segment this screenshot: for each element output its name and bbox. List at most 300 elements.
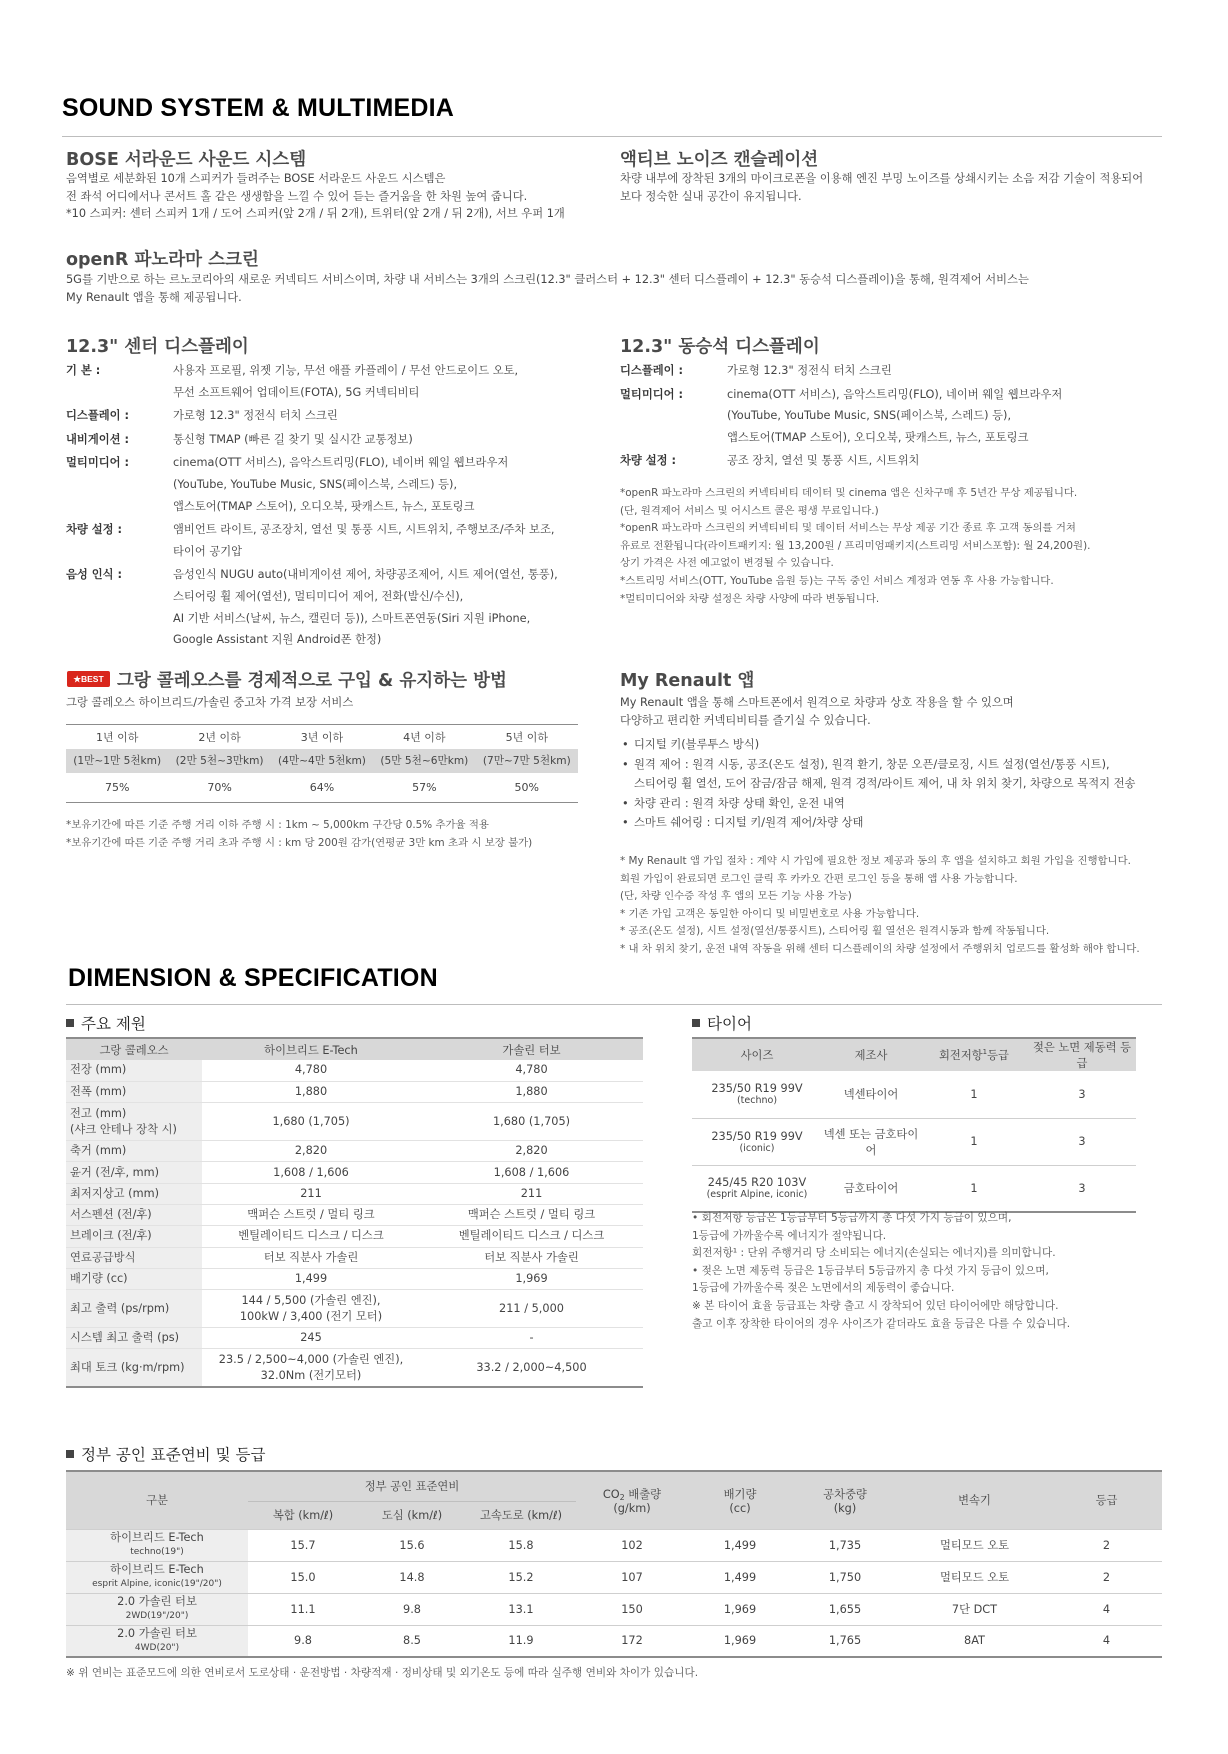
page-title: SOUND SYSTEM & MULTIMEDIA (62, 94, 455, 122)
spec-row-label (66, 1247, 202, 1268)
spec-gasoline-value (420, 1328, 643, 1349)
tire-header-cell: 젖은 노면 제동력 등급 (1032, 1041, 1132, 1070)
fuel-footnote (66, 1665, 698, 1683)
bose-title: BOSE 서라운드 사운드 시스템 (66, 150, 307, 170)
fuel-cell-c: 11.1 (290, 1602, 316, 1616)
cell-line: 축거 (mm) (70, 1144, 127, 1158)
spec-row (66, 1290, 643, 1328)
co2-label (576, 1486, 688, 1502)
price-guarantee-cell: 75% (104, 780, 130, 794)
cell-line: 맥퍼슨 스트럿 / 멀티 링크 (247, 1208, 375, 1222)
spec-row (66, 1349, 643, 1387)
cell-line: (kg) (833, 1501, 857, 1515)
fuel-header-displacement (688, 1471, 792, 1529)
spec-gasoline-value (420, 1141, 643, 1162)
spec-row-label (66, 1349, 202, 1387)
fuel-header-row (66, 1471, 1162, 1501)
spec-row-label (66, 1290, 202, 1328)
tire-table (692, 1037, 1136, 1213)
fuel-header-co2 (576, 1471, 688, 1529)
spec-hybrid-value (202, 1060, 420, 1081)
tire-rolling-grade: 1 (970, 1135, 978, 1148)
cell-line: 최대 토크 (kg·m/rpm) (70, 1360, 185, 1374)
tire-header-text: 등급 (987, 1049, 1009, 1062)
spec-gasoline-value (420, 1060, 643, 1081)
cell-line: 1,969 (515, 1272, 548, 1286)
tire-maker: 금호타이어 (843, 1182, 899, 1196)
feature-bullet-line (620, 755, 1135, 775)
spec-value-line: cinema(OTT 서비스), 음악스트리밍(FLO), 네이버 웨일 웹브라우저 (173, 456, 509, 470)
fuel-cell-c: 15.0 (290, 1570, 316, 1584)
spec-hybrid-value (202, 1290, 420, 1328)
fuel-cell-wt: 1,735 (828, 1538, 862, 1552)
anc-title: 액티브 노이즈 캔슬레이션 (620, 150, 819, 170)
cell-line: 33.2 / 2,000~4,500 (476, 1360, 587, 1374)
center-display-title: 12.3" 센터 디스플레이 (66, 337, 249, 357)
spec-hybrid-value (202, 1328, 420, 1349)
note-line: * 공조(온도 설정), 시트 설정(열선/통풍시트), 스티어링 휠 열선은 원격시동과 함께 작동됩니다. (620, 925, 1050, 938)
fuel-model (66, 1561, 248, 1593)
spec-hybrid-value (202, 1162, 420, 1183)
note-line: • 젖은 노면 제동력 등급은 1등급부터 5등급까지 총 다섯 가지 등급이 있으며, (692, 1264, 1049, 1277)
best-subtitle-text: 그랑 콜레오스 하이브리드/가솔린 중고차 가격 보장 서비스 (66, 696, 354, 709)
cell-line: 전장 (mm) (70, 1063, 127, 1077)
spec-row (66, 1268, 643, 1289)
passenger-display-notes (620, 485, 1090, 608)
openr-description (66, 271, 1029, 306)
fuel-row (66, 1625, 1162, 1657)
note-line: 회전저항¹ : 단위 주행거리 당 소비되는 에너지(손실되는 에너지)를 의미합니다. (692, 1247, 1056, 1260)
spec-gasoline-value (420, 1162, 643, 1183)
fuel-cell-g: 4 (1102, 1602, 1111, 1616)
note-line: (단, 원격제어 서비스 및 어시스트 콜은 평생 무료입니다.) (620, 504, 879, 517)
spec-value-line: 가로형 12.3" 정전식 터치 스크린 (727, 364, 892, 377)
cell-line: 1,680 (1,705) (272, 1114, 350, 1128)
spec-value-line: 통신형 TMAP (빠른 길 찾기 및 실시간 교통정보) (173, 432, 413, 446)
price-guarantee-cell: 70% (207, 780, 232, 794)
spec-row (66, 1162, 643, 1183)
intro-line: My Renault 앱을 통해 스마트폰에서 원격으로 차량과 상호 작용을 할 수 있으며 (620, 696, 1014, 709)
fuel-model-trim: esprit Alpine, iconic(19"/20") (92, 1579, 222, 1589)
price-guarantee-cell: (1만~1만 5천km) (73, 755, 162, 767)
anc-line: 보다 정숙한 실내 공간이 유지됩니다. (620, 189, 802, 203)
spec-row-label (66, 1183, 202, 1204)
cell-line: 1,608 / 1,606 (273, 1165, 349, 1179)
fuel-cell-disp: 1,499 (723, 1570, 757, 1584)
fuel-header-category: 구분 (146, 1494, 168, 1508)
cell-line: 맥퍼슨 스트럿 / 멀티 링크 (467, 1208, 596, 1222)
center-display-spec-list (66, 360, 586, 653)
cell-line: 최저지상고 (mm) (70, 1186, 159, 1200)
fuel-row (66, 1561, 1162, 1593)
anc-description (620, 170, 1143, 205)
fuel-cell-city: 15.6 (399, 1538, 425, 1552)
fuel-model-trim: techno(19") (130, 1547, 184, 1557)
spec-gasoline-value (420, 1349, 643, 1387)
spec-gasoline-value (420, 1204, 643, 1225)
price-guarantee-cell: (4만~4만 5천km) (278, 755, 366, 767)
price-guarantee-cell: 2년 이하 (198, 730, 241, 744)
spec-label: 차량 설정 : (620, 454, 677, 468)
note-line: *openR 파노라마 스크린의 커넥티비티 및 데이터 서비스는 무상 제공 기간 종료 후 고객 동의를 거쳐 (620, 522, 1076, 535)
price-guarantee-cell: 3년 이하 (300, 730, 344, 744)
openr-title: openR 파노라마 스크린 (66, 250, 259, 270)
cell-line: 144 / 5,500 (가솔린 엔진), (241, 1293, 381, 1307)
feature-bullet-text: 스티어링 휠 열선, 도어 잠금/잠금 해제, 원격 경적/라이트 제어, 내 차 위치 찾기, 차량으로 목적지 전송 (634, 777, 1136, 790)
spec-gasoline-value (420, 1103, 643, 1141)
fuel-cell-disp: 1,969 (723, 1634, 757, 1648)
fuel-cell-c: 9.8 (294, 1634, 312, 1648)
spec-label: 멀티미디어 : (620, 387, 684, 401)
tire-wet-grade: 3 (1078, 1087, 1086, 1101)
cell-line: 245 (300, 1331, 322, 1345)
spec-row (620, 360, 1140, 382)
tire-size-text: 235/50 R19 99V (711, 1129, 803, 1143)
cell-line: 4,780 (515, 1063, 548, 1077)
tire-header-cell: 사이즈 (740, 1049, 774, 1062)
main-spec-table (66, 1037, 643, 1388)
spec-row-label (66, 1081, 202, 1102)
fuel-cell-tr: 멀티모드 오토 (939, 1539, 1010, 1552)
tire-header-text: 회전저항 (939, 1049, 983, 1062)
cell-line: 211 (300, 1186, 322, 1200)
fuel-cell-hwy: 11.9 (508, 1634, 534, 1648)
tire-wet-grade: 3 (1078, 1181, 1086, 1195)
price-guarantee-header-row (66, 725, 578, 749)
fuel-cell-hwy: 15.2 (508, 1570, 534, 1584)
spec-value (66, 405, 586, 427)
spec-row (620, 450, 1140, 472)
bullet-square-icon (66, 1450, 74, 1458)
spec-header-cell: 하이브리드 E-Tech (264, 1043, 358, 1057)
fuel-heading (66, 1443, 265, 1465)
fuel-cell-tr: 8AT (964, 1634, 985, 1648)
fuel-model (66, 1625, 248, 1657)
fuel-cell-co2: 150 (621, 1602, 643, 1616)
tire-notes (692, 1210, 1070, 1333)
feature-bullet-line (620, 735, 1135, 755)
spec-header-row (66, 1038, 643, 1060)
cell-line: 2,820 (515, 1144, 548, 1158)
cell-line: 터보 직분사 가솔린 (484, 1250, 579, 1264)
feature-bullet-line (620, 813, 1135, 833)
openr-line: My Renault 앱을 통해 제공됩니다. (66, 290, 242, 304)
tire-header-cell (920, 1038, 1028, 1071)
tire-wet-grade: 3 (1078, 1135, 1086, 1148)
cell-line: 4,780 (294, 1063, 328, 1077)
spec-hybrid-value (202, 1226, 420, 1247)
co2-subscript: 2 (619, 1492, 625, 1502)
note-line: 1등급에 가까울수록 에너지가 절약됩니다. (692, 1229, 887, 1242)
fuel-subheader-cell: 복합 (km/ℓ) (272, 1509, 334, 1522)
spec-hybrid-value (202, 1103, 420, 1141)
spec-gasoline-value (420, 1247, 643, 1268)
spec-header-cell: 가솔린 터보 (502, 1043, 561, 1057)
cell-line: 1,499 (294, 1272, 328, 1286)
fuel-cell-co2: 102 (621, 1538, 643, 1552)
tire-header-row (692, 1038, 1136, 1071)
spec-value-line: 가로형 12.3" 정전식 터치 스크린 (173, 409, 338, 423)
cell-line: 1,608 / 1,606 (493, 1165, 570, 1179)
myrenault-intro (620, 694, 1014, 729)
passenger-display-title: 12.3" 동승석 디스플레이 (620, 337, 820, 357)
fuel-cell-disp: 1,969 (723, 1602, 757, 1616)
myrenault-title: My Renault 앱 (620, 671, 755, 691)
spec-gasoline-value (420, 1183, 643, 1204)
passenger-display-spec-list (620, 360, 1140, 474)
co2-text: CO (602, 1487, 620, 1501)
section-divider (62, 136, 1162, 137)
note-line: 출고 이후 장착한 타이어의 경우 사이즈가 같더라도 효율 등급은 다를 수 있습니다. (692, 1317, 1071, 1330)
fuel-cell-g: 4 (1102, 1634, 1111, 1648)
dimension-title: DIMENSION & SPECIFICATION (68, 964, 438, 992)
bose-line: 전 좌석 어디에서나 콘서트 홀 같은 생생함을 느낄 수 있어 듣는 즐거움을 한 차원 높여 줍니다. (66, 189, 528, 203)
fuel-subheader-cell: 고속도로 (km/ℓ) (479, 1509, 563, 1522)
tire-header-cell: 제조사 (854, 1049, 888, 1062)
spec-value (66, 519, 586, 562)
spec-label: 기 본 : (66, 364, 101, 377)
cell-line: 배기량 (cc) (70, 1272, 128, 1286)
spec-label: 차량 설정 : (66, 523, 123, 537)
cell-line: 1,880 (294, 1084, 328, 1098)
spec-row-label (66, 1226, 202, 1247)
feature-bullet-line (620, 774, 1135, 794)
cell-line: (샤크 안테나 장착 시) (70, 1122, 177, 1136)
cell-line: 1,880 (515, 1084, 548, 1098)
spec-row (66, 1204, 643, 1225)
spec-row (66, 519, 586, 562)
myrenault-notes (620, 853, 1140, 959)
cell-line: 공차중량 (823, 1487, 867, 1501)
cell-line: 연료공급방식 (70, 1250, 136, 1264)
spec-row (66, 1226, 643, 1247)
tire-maker: 넥센 또는 금호타이어 (823, 1127, 919, 1157)
note-line: (단, 차량 인수증 작성 후 앱의 모든 기능 사용 가능) (620, 890, 852, 903)
bullet-dot-icon: • (622, 757, 629, 771)
spec-value-line: 스티어링 휠 제어(열선), 멀티미디어 제어, 전화(발신/수신), (173, 589, 464, 603)
spec-gasoline-value (420, 1226, 643, 1247)
spec-gasoline-value (420, 1268, 643, 1289)
tire-row (692, 1118, 1136, 1165)
spec-value-line: (YouTube, YouTube Music, SNS(페이스북, 스레드) 등), (727, 409, 1012, 423)
tire-row (692, 1071, 1136, 1118)
cell-line: 전고 (mm) (70, 1106, 127, 1120)
spec-hybrid-value (202, 1081, 420, 1102)
cell-line: 서스펜션 (전/후) (70, 1208, 152, 1222)
cell-line: 윤거 (전/후, mm) (70, 1165, 160, 1179)
fuel-cell-hwy: 13.1 (508, 1602, 534, 1616)
spec-row (66, 1060, 643, 1081)
spec-value-line: 공조 장치, 열선 및 통풍 시트, 시트위치 (727, 454, 920, 468)
spec-gasoline-value (420, 1290, 643, 1328)
tire-rolling-grade: 1 (970, 1181, 978, 1195)
spec-row (66, 429, 586, 451)
spec-row (66, 405, 586, 427)
spec-value-line: cinema(OTT 서비스), 음악스트리밍(FLO), 네이버 웨일 웹브라우저 (727, 387, 1063, 401)
fuel-cell-tr: 7단 DCT (951, 1603, 998, 1616)
spec-label: 내비게이션 : (66, 432, 130, 446)
tire-size (692, 1118, 822, 1165)
spec-row-label (66, 1162, 202, 1183)
note-line: • 회전저항 등급은 1등급부터 5등급까지 총 다섯 가지 등급이 있으며, (692, 1212, 1012, 1224)
spec-value (66, 452, 586, 517)
bullet-square-icon (692, 1019, 700, 1027)
fuel-model-name: 2.0 가솔린 터보 (117, 1595, 197, 1608)
note-line: * 기존 가입 고객은 동일한 아이디 및 비밀번호로 사용 가능합니다. (620, 907, 920, 920)
cell-line: 211 / 5,000 (499, 1301, 564, 1315)
spec-value (66, 429, 586, 451)
cell-line: 브레이크 (전/후) (70, 1229, 152, 1243)
fuel-cell-co2: 107 (621, 1570, 643, 1584)
spec-label: 멀티미디어 : (66, 456, 130, 470)
note-line: *멀티미디어와 차량 설정은 차량 사양에 따라 변동됩니다. (620, 592, 880, 605)
cell-line: 벤틸레이티드 디스크 / 디스크 (238, 1229, 384, 1243)
fuel-cell-hwy: 15.8 (508, 1538, 534, 1552)
fuel-model-trim: 4WD(20") (134, 1642, 180, 1653)
cell-line: - (529, 1331, 534, 1345)
fuel-cell-wt: 1,750 (828, 1570, 862, 1584)
fuel-cell-disp: 1,499 (723, 1538, 757, 1552)
price-guarantee-cell: 5년 이하 (505, 730, 548, 744)
cell-line: 전폭 (mm) (70, 1084, 127, 1098)
fuel-header-weight (792, 1471, 898, 1529)
tire-rolling-grade: 1 (970, 1087, 978, 1101)
spec-value-line: (YouTube, YouTube Music, SNS(페이스북, 스레드) 등), (173, 477, 458, 491)
intro-line: 다양하고 편리한 커넥티비티를 즐기실 수 있습니다. (620, 713, 871, 727)
price-guarantee-cell: 1년 이하 (96, 730, 139, 744)
spec-row (620, 384, 1140, 449)
bose-line: *10 스피커: 센터 스피커 1개 / 도어 스피커(앞 2개 / 뒤 2개), 트위터(앞 2개 / 뒤 2개), 서브 우퍼 1개 (66, 207, 565, 220)
fuel-cell-city: 8.5 (403, 1634, 421, 1648)
spec-hybrid-value (202, 1349, 420, 1387)
cell-line: 100kW / 3,400 (전기 모터) (239, 1309, 383, 1323)
fuel-subheader-cell: 도심 (km/ℓ) (381, 1509, 443, 1522)
cell-line: 32.0Nm (전기모터) (260, 1368, 362, 1382)
spec-row (66, 1183, 643, 1204)
tire-size-text: 235/50 R19 99V (711, 1082, 803, 1096)
note-line: 유료로 전환됩니다(라이트패키지: 월 13,200원 / 프리미엄패키지(스트리밍 서비스포함): 월 24,200원). (620, 539, 1091, 552)
feature-bullet-line (620, 794, 1135, 814)
spec-value (66, 564, 586, 650)
spec-value-line: 무선 소프트웨어 업데이트(FOTA), 5G 커넥티비티 (173, 385, 420, 399)
openr-line: 5G를 기반으로 하는 르노코리아의 새로운 커넥티드 서비스이며, 차량 내 서비스는 3개의 스크린(12.3" 클러스터 + 12.3" 센터 디스플레이 + 12.3" 동승석 디스플레이)을 통해, 원격제어 서비스는 (66, 273, 1029, 286)
cell-line: (cc) (729, 1501, 751, 1515)
section-divider (66, 1004, 1162, 1005)
cell-line: 시스템 최고 출력 (ps) (70, 1331, 180, 1345)
fuel-model-name: 2.0 가솔린 터보 (117, 1626, 197, 1640)
spec-value-line: 앱스토어(TMAP 스토어), 오디오북, 팟캐스트, 뉴스, 포토링크 (727, 430, 1029, 444)
spec-row (66, 1081, 643, 1102)
spec-hybrid-value (202, 1204, 420, 1225)
main-spec-title: 주요 제원 (81, 1015, 146, 1033)
spec-value-line: AI 기반 서비스(날씨, 뉴스, 캘린더 등)), 스마트폰연동(Siri 지원 iPhone, (173, 611, 531, 625)
fuel-economy-table (66, 1470, 1162, 1658)
spec-value-line: 앰비언트 라이트, 공조장치, 열선 및 통풍 시트, 시트위치, 주행보조/주차 보조, (173, 523, 555, 537)
cell-line: 2,820 (294, 1144, 328, 1158)
note-line: 회원 가입이 완료되면 로그인 클릭 후 카카오 간편 로그인 등을 통해 앱 사용 가능합니다. (620, 872, 1018, 885)
fuel-row (66, 1529, 1162, 1561)
price-guarantee-cell: (2만 5천~3만km) (175, 755, 264, 767)
spec-value-line: 앱스토어(TMAP 스토어), 오디오북, 팟캐스트, 뉴스, 포토링크 (173, 499, 475, 513)
feature-bullet-text: 원격 제어 : 원격 시동, 공조(온도 설정), 원격 환기, 창문 오픈/클로징, 시트 설정(열선/통풍 시트), (634, 757, 1110, 771)
fuel-row (66, 1593, 1162, 1625)
spec-row-label (66, 1141, 202, 1162)
tire-maker: 넥센타이어 (843, 1088, 899, 1102)
spec-value-line: 타이어 공기압 (173, 544, 243, 558)
bullet-dot-icon: • (622, 816, 629, 829)
cell-line: 1,680 (1,705) (492, 1114, 571, 1128)
note-line: *스트리밍 서비스(OTT, YouTube 음원 등)는 구독 중인 서비스 계정과 연동 후 사용 가능합니다. (620, 574, 1054, 587)
spec-header-cell: 그랑 콜레오스 (99, 1043, 169, 1057)
fuel-header-group: 정부 공인 표준연비 (248, 1471, 576, 1501)
spec-row (66, 452, 586, 517)
best-badge: ★BEST (67, 671, 110, 687)
price-guarantee-cell: (7만~7만 5천km) (482, 755, 571, 767)
spec-hybrid-value (202, 1141, 420, 1162)
tire-trim-text: (techno) (736, 1095, 778, 1107)
feature-bullet-text: 디지털 키(블루투스 방식) (634, 738, 760, 751)
best-title: 그랑 콜레오스를 경제적으로 구입 & 유지하는 방법 (117, 671, 507, 691)
cell-line: 터보 직분사 가솔린 (263, 1250, 359, 1264)
fuel-cell-c: 15.7 (290, 1538, 316, 1552)
tire-row (692, 1165, 1136, 1212)
bose-line: 음역별로 세분화된 10개 스피커가 들려주는 BOSE 서라운드 사운드 시스템은 (66, 172, 446, 185)
fuel-header-transmission: 변속기 (958, 1494, 991, 1508)
main-spec-heading (66, 1012, 146, 1034)
cell-line: 211 (520, 1186, 543, 1200)
fuel-cell-wt: 1,655 (828, 1602, 862, 1616)
tire-size-text: 245/45 R20 103V (707, 1176, 807, 1190)
spec-row (66, 360, 586, 403)
fuel-model-name: 하이브리드 E-Tech (110, 1531, 204, 1544)
myrenault-feature-list (620, 735, 1135, 833)
spec-row (66, 1141, 643, 1162)
fuel-cell-co2: 172 (621, 1634, 643, 1648)
spec-label: 디스플레이 : (620, 364, 684, 377)
spec-row (66, 564, 586, 650)
tire-trim-text: (iconic) (739, 1142, 775, 1154)
bullet-dot-icon: • (622, 738, 629, 751)
price-guarantee-cell: (5만 5천~6만km) (380, 755, 469, 767)
spec-value (620, 360, 1140, 382)
spec-label: 디스플레이 : (66, 409, 130, 423)
spec-hybrid-value (202, 1268, 420, 1289)
note-line: 1등급에 가까울수록 젖은 노면에서의 제동력이 좋습니다. (692, 1282, 955, 1295)
fuel-cell-city: 9.8 (403, 1602, 421, 1616)
tire-size (692, 1071, 822, 1118)
footnote-marker: 1 (982, 1048, 988, 1056)
fuel-model-trim: 2WD(19"/20") (125, 1611, 189, 1621)
price-guarantee-cell: 50% (514, 780, 539, 794)
fuel-model (66, 1593, 248, 1625)
spec-value (66, 360, 586, 403)
spec-row-label (66, 1204, 202, 1225)
cell-line: 23.5 / 2,500~4,000 (가솔린 엔진), (218, 1352, 404, 1366)
fuel-title: 정부 공인 표준연비 및 등급 (81, 1446, 266, 1464)
bullet-dot-icon: • (622, 796, 629, 810)
price-guarantee-cell: 4년 이하 (403, 730, 446, 744)
spec-hybrid-value (202, 1183, 420, 1204)
fuel-cell-g: 2 (1102, 1570, 1111, 1584)
best-notes (66, 817, 532, 852)
price-guarantee-range-row (66, 749, 578, 773)
feature-bullet-text: 스마트 쉐어링 : 디지털 키/원격 제어/차량 상태 (634, 816, 864, 829)
note-line: * My Renault 앱 가입 절차 : 계약 시 가입에 필요한 정보 제공과 동의 후 앱을 설치하고 회원 가입을 진행합니다. (620, 855, 1131, 867)
bose-description (66, 170, 565, 223)
fuel-header-grade: 등급 (1095, 1494, 1118, 1508)
cell-line: 최고 출력 (ps/rpm) (70, 1301, 170, 1315)
price-guarantee-table (66, 724, 578, 803)
